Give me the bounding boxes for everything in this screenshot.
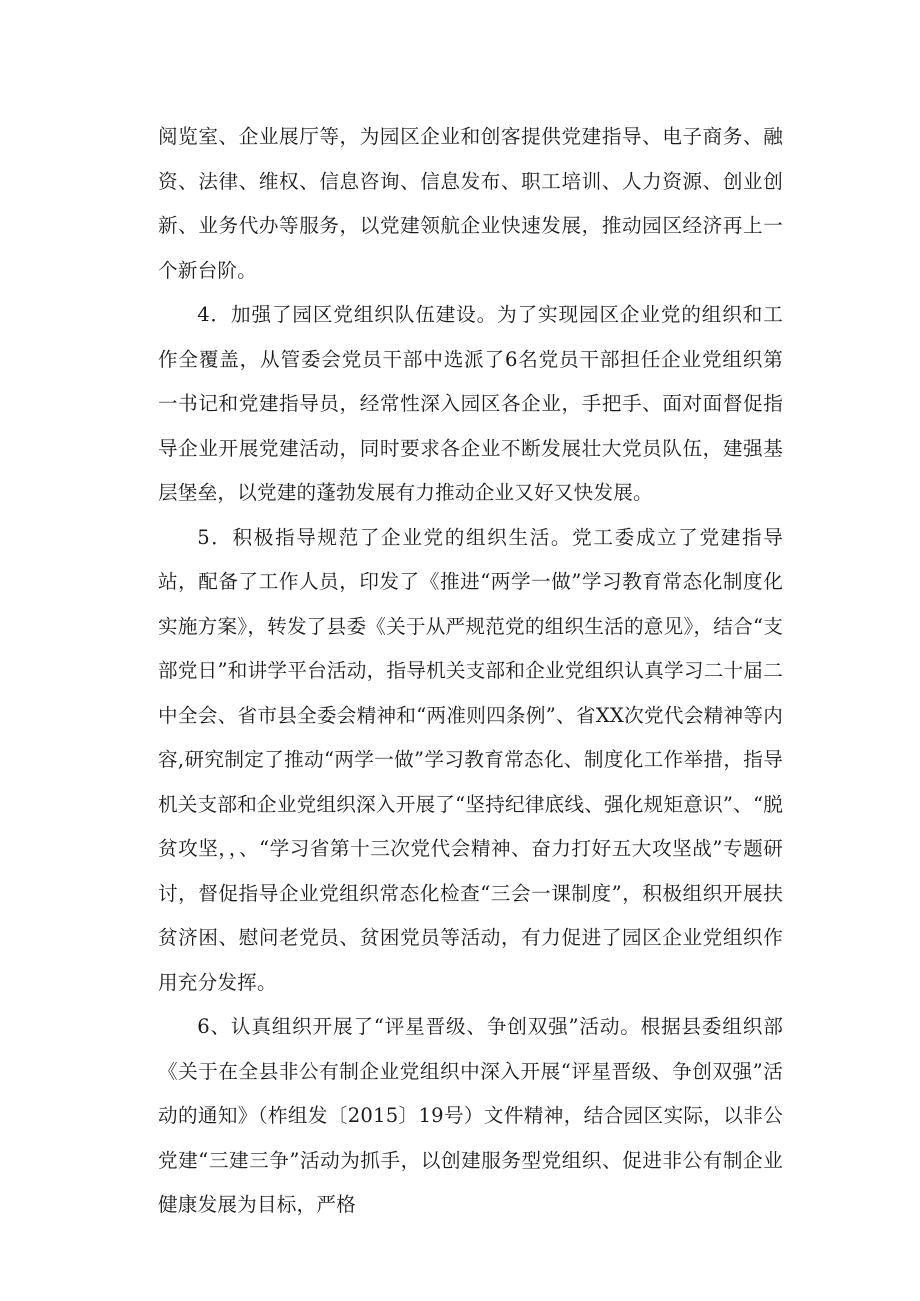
document-body <box>158 115 783 1228</box>
paragraph-6-star-rating-activity: 6、认真组织开展了“评星晋级、争创双强”活动。根据县委组织部《关于在全县非公有制企业党组织中深入开展“评星晋级、争创双强”活动的通知》（柞组发〔2015〕19号）文件精神，结合园区实际，以非公党建“三建三争”活动为抓手，以创建服务型党组织、促进非公有制企业健康发展为目标，严格 <box>158 1015 783 1216</box>
paragraph-4-team-building: 4．加强了园区党组织队伍建设。为了实现园区企业党的组织和工作全覆盖，从管委会党员干部中选派了6名党员干部担任企业党组织第一书记和党建指导员，经常性深入园区各企业，手把手、面对面督促指导企业开展党建活动，同时要求各企业不断发展壮大党员队伍，建强基层堡垒，以党建的蓬勃发展有力推动企业又好又快发展。 <box>158 303 783 504</box>
paragraph-5-organizational-life: 5．积极指导规范了企业党的组织生活。党工委成立了党建指导站，配备了工作人员，印发了《推进“两学一做”学习教育常态化制度化实施方案》，转发了县委《关于从严规范党的组织生活的意见》，结合“支部党日”和讲学平台活动，指导机关支部和企业党组织认真学习二十届二中全会、省市县全委会精神和“两准则四条例”、省XX次党代会精神等内容,研究制定了推动“两学一做”学习教育常态化、制度化工作举措，指导机关支部和企业党组织深入开展了“坚持纪律底线、强化规矩意识”、“脱贫攻坚，，、“学习省第十三次党代会精神、奋力打好五大攻坚战”专题研讨，督促指导企业党组织常态化检查“三会一课制度”，积极组织开展扶贫济困、慰问老党员、贫困党员等活动，有力促进了园区企业党组织作用充分发挥。 <box>158 525 783 994</box>
paragraph-continuation: 阅览室、企业展厅等，为园区企业和创客提供党建指导、电子商务、融资、法律、维权、信息咨询、信息发布、职工培训、人力资源、创业创新、业务代办等服务，以党建领航企业快速发展，推动园区经济再上一个新台阶。 <box>158 125 783 282</box>
